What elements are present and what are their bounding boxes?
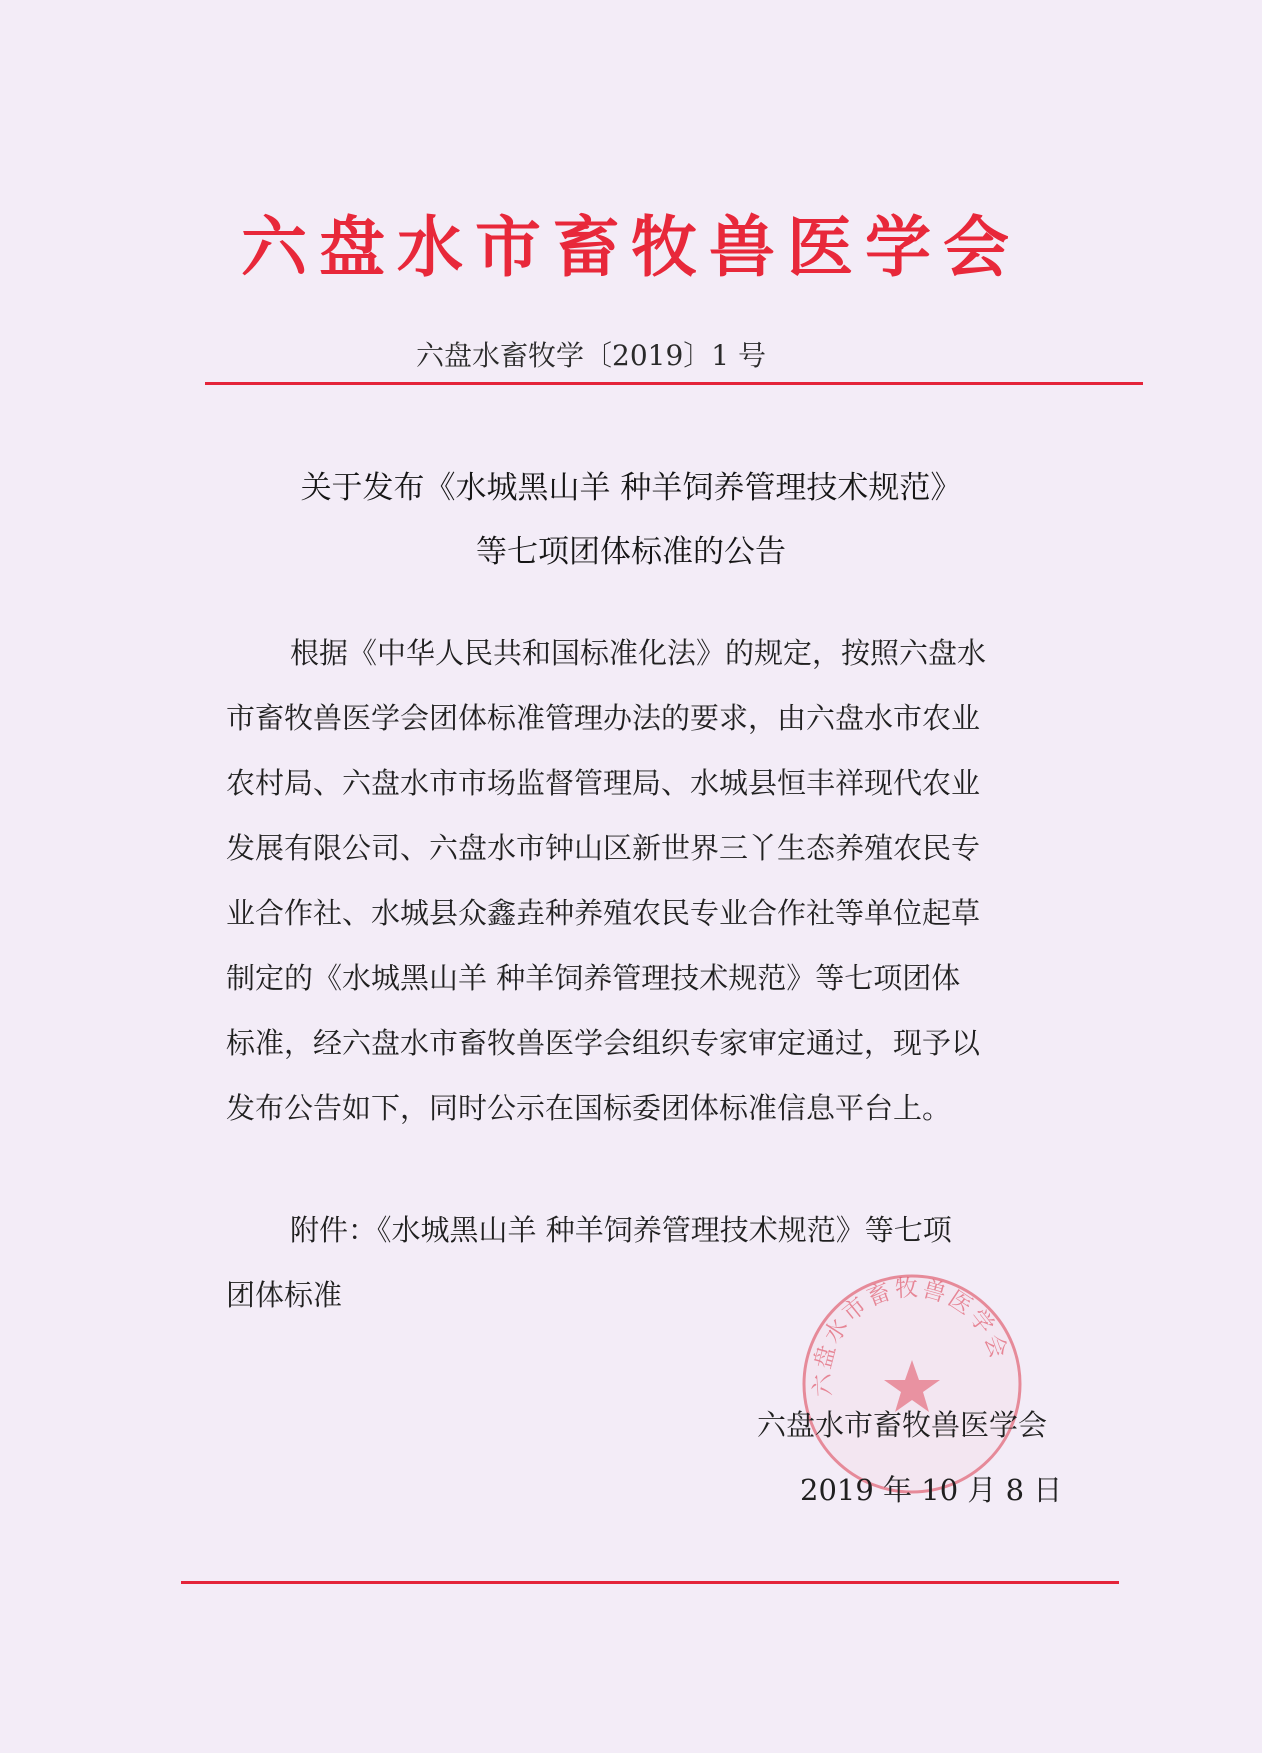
signature-date: 2019 年 10 月 8 日 [800,1473,1063,1507]
document-number: 六盘水畜牧学〔2019〕1 号 [416,339,766,372]
body-line: 制定的《水城黑山羊 种羊饲养管理技术规范》等七项团体 [226,961,961,995]
footer-divider [181,1581,1119,1584]
body-line: 根据《中华人民共和国标准化法》的规定，按照六盘水 [290,636,987,670]
attachment-line-1: 附件：《水城黑山羊 种羊饲养管理技术规范》等七项 [290,1213,952,1247]
body-line: 农村局、六盘水市市场监督管理局、水城县恒丰祥现代农业 [226,766,981,800]
body-line: 发布公告如下，同时公示在国标委团体标准信息平台上。 [226,1091,952,1125]
announcement-title-line-1: 关于发布《水城黑山羊 种羊饲养管理技术规范》 [300,470,962,506]
body-line: 业合作社、水城县众鑫垚种养殖农民专业合作社等单位起草 [226,896,981,930]
scan-edge [1262,0,1275,1753]
signature-organization: 六盘水市畜牧兽医学会 [757,1408,1048,1442]
body-line: 标准，经六盘水市畜牧兽医学会组织专家审定通过，现予以 [226,1026,981,1060]
body-line: 市畜牧兽医学会团体标准管理办法的要求，由六盘水市农业 [226,701,981,735]
official-seal-stamp [796,1268,1028,1500]
attachment-line-2: 团体标准 [226,1278,343,1312]
body-line: 发展有限公司、六盘水市钟山区新世界三丫生态养殖农民专 [226,831,981,865]
letterhead-org-name: 六盘水市畜牧兽医学会 [241,209,1021,286]
seal-text: 六盘水市畜牧兽医学会 [809,1275,1013,1398]
announcement-title-line-2: 等七项团体标准的公告 [476,534,786,570]
letterhead-divider [205,382,1143,385]
